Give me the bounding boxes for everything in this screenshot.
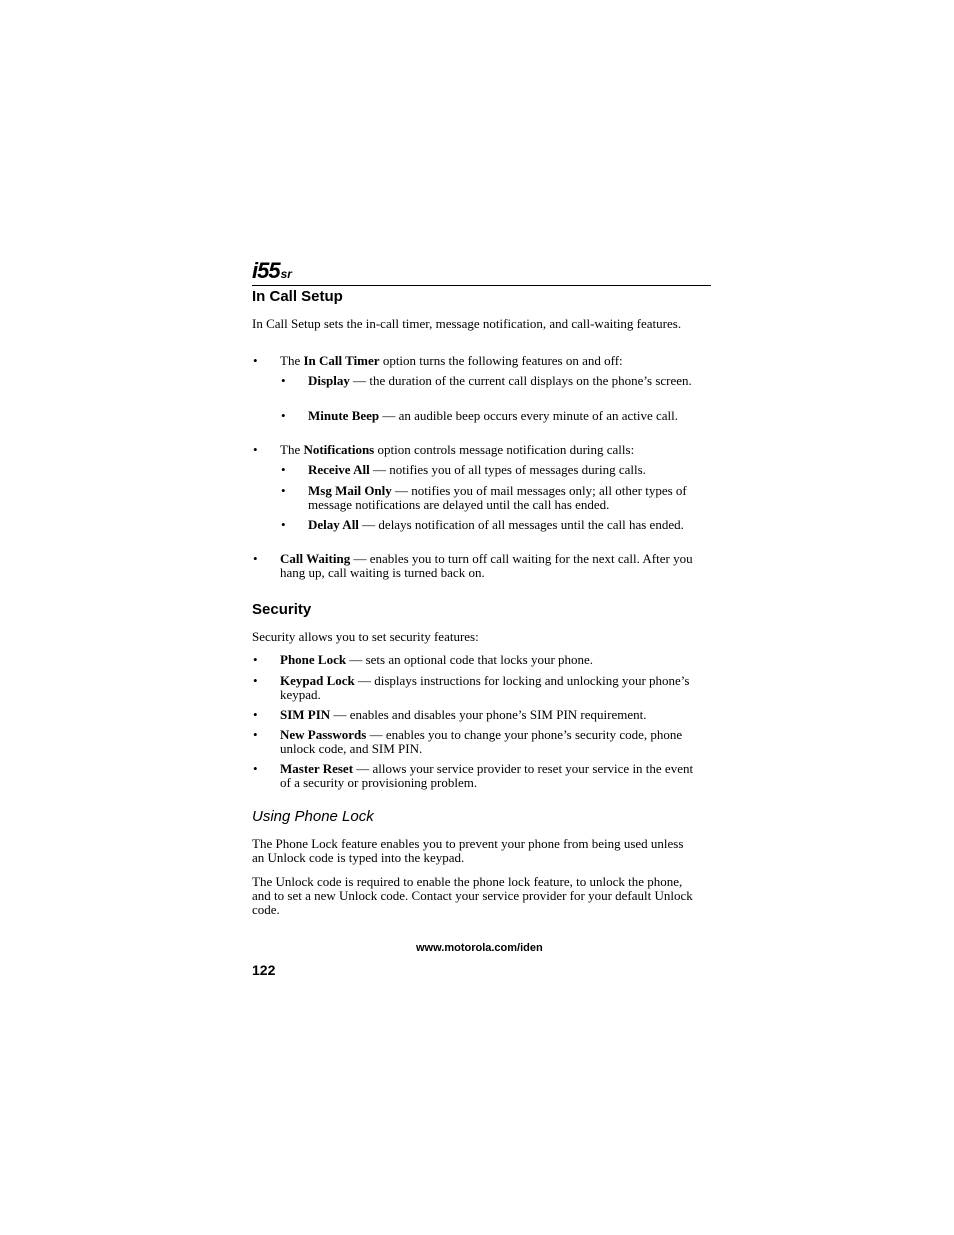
- bullet: •: [253, 673, 258, 688]
- bullet: •: [253, 442, 258, 457]
- list-item-in-call-timer: The In Call Timer option turns the following features on and off:: [280, 353, 623, 368]
- sub-item-minute-beep: Minute Beep — an audible beep occurs every minute of an active call.: [308, 408, 679, 423]
- header-rule: [252, 285, 711, 286]
- sub-item-delay-all: Delay All — delays notification of all messages until the call has ended.: [308, 517, 684, 532]
- list-item-phone-lock: Phone Lock — sets an optional code that locks your phone.: [280, 652, 594, 667]
- list-item-notifications: The Notifications option controls message notification during calls:: [280, 442, 635, 457]
- security-intro: Security allows you to set security features:: [252, 629, 479, 644]
- heading-using-phone-lock: Using Phone Lock: [252, 808, 374, 825]
- list-item-keypad-lock: Keypad Lock — displays instructions for locking and unlocking your phone’s keypad.: [280, 673, 690, 702]
- in-call-setup-intro: In Call Setup sets the in-call timer, message notification, and call-waiting features.: [252, 316, 682, 331]
- bullet: •: [253, 761, 258, 776]
- sub-item-msg-mail-only: Msg Mail Only — notifies you of mail messages only; all other types of message notifications are delayed until the call has ended.: [308, 483, 687, 512]
- footer-url: www.motorola.com/iden: [416, 942, 543, 954]
- bullet: •: [253, 652, 258, 667]
- phone-lock-paragraph-1: The Phone Lock feature enables you to prevent your phone from being used unless an Unlock code is typed into the keypad.: [252, 836, 684, 865]
- bullet: •: [281, 373, 286, 388]
- bullet: •: [281, 462, 286, 477]
- page-number: 122: [252, 962, 276, 978]
- sub-item-receive-all: Receive All — notifies you of all types of messages during calls.: [308, 462, 646, 477]
- phone-lock-paragraph-2: The Unlock code is required to enable the phone lock feature, to unlock the phone, and to set a new Unlock code. Contact your service provider for your default Unlock code.: [252, 874, 693, 917]
- list-item-sim-pin: SIM PIN — enables and disables your phone’s SIM PIN requirement.: [280, 707, 647, 722]
- heading-in-call-setup: In Call Setup: [252, 288, 343, 305]
- list-item-master-reset: Master Reset — allows your service provider to reset your service in the event of a security or provisioning problem.: [280, 761, 694, 790]
- i55sr-logo: i55sr: [252, 258, 292, 283]
- heading-security: Security: [252, 601, 312, 618]
- bullet: •: [253, 707, 258, 722]
- bullet: •: [281, 483, 286, 498]
- bullet: •: [253, 551, 258, 566]
- sub-item-display: Display — the duration of the current call displays on the phone’s screen.: [308, 373, 692, 388]
- list-item-new-passwords: New Passwords — enables you to change your phone’s security code, phone unlock code, and SIM PIN.: [280, 727, 683, 756]
- bullet: •: [253, 727, 258, 742]
- bullet: •: [253, 353, 258, 368]
- bullet: •: [281, 517, 286, 532]
- bullet: •: [281, 408, 286, 423]
- list-item-call-waiting: Call Waiting — enables you to turn off call waiting for the next call. After you hang up, call waiting is turned back on.: [280, 551, 693, 580]
